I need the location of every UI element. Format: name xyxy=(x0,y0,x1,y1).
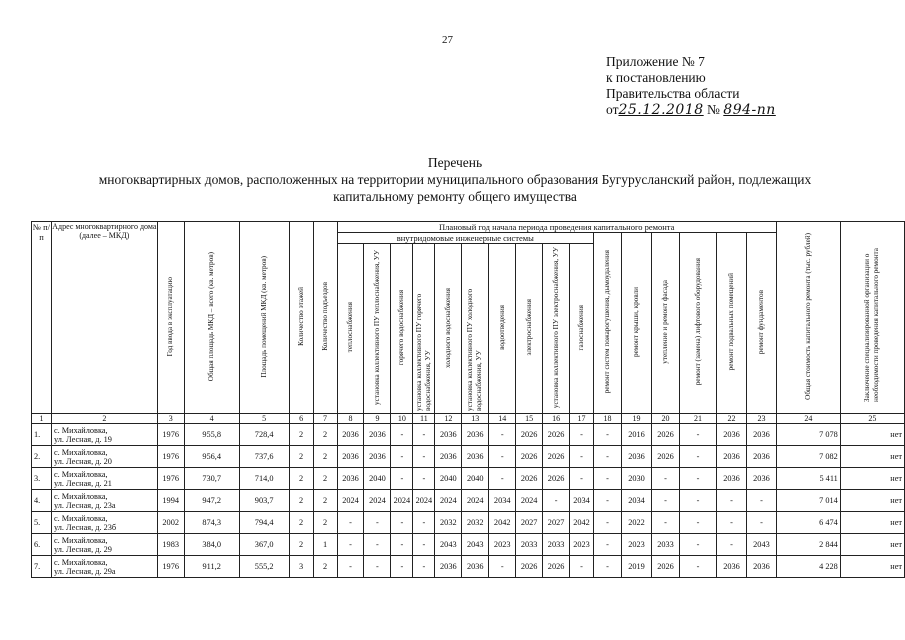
column-number: 11 xyxy=(413,414,435,424)
header-c20-text: утепление и ремонт фасада xyxy=(661,280,669,364)
table-cell: 1976 xyxy=(157,424,184,446)
table-cell: - xyxy=(680,446,717,468)
header-year-text: Год ввода в эксплуатацию xyxy=(166,276,175,357)
table-cell: - xyxy=(680,556,717,578)
table-cell: - xyxy=(570,468,594,490)
header-c21-text: ремонт (замена) лифтового оборудования xyxy=(693,258,702,386)
column-number: 10 xyxy=(391,414,413,424)
table-cell: 2040 xyxy=(435,468,462,490)
table-cell: 737,6 xyxy=(239,446,289,468)
table-cell: 2 xyxy=(313,468,337,490)
table-cell: 2 xyxy=(313,446,337,468)
address-line-1: с. Михайловка, xyxy=(53,447,108,457)
table-cell: 955,8 xyxy=(184,424,239,446)
appendix-number: 894-пп xyxy=(723,102,776,118)
header-area-rooms-text: Площадь помещений МКД (кв. метров) xyxy=(259,255,268,378)
table-cell: - xyxy=(364,534,391,556)
table-cell: нет xyxy=(840,490,904,512)
table-cell: 2036 xyxy=(717,446,747,468)
header-area-total-text: Общая площадь МКД – всего (кв. метров) xyxy=(207,251,216,382)
table-cell: - xyxy=(413,556,435,578)
row-number: 3. xyxy=(32,468,52,490)
table-cell: - xyxy=(543,490,570,512)
table-cell: 2036 xyxy=(717,424,747,446)
table-row xyxy=(32,468,905,490)
table-cell: - xyxy=(594,446,622,468)
table-cell: - xyxy=(594,556,622,578)
table-cell: 2034 xyxy=(622,490,652,512)
row-number: 2. xyxy=(32,446,52,468)
column-number: 14 xyxy=(489,414,516,424)
header-c10 xyxy=(391,244,413,414)
column-number: 16 xyxy=(543,414,570,424)
header-entrances-text: Количество подъездов xyxy=(320,282,329,351)
header-year xyxy=(157,222,184,414)
table-cell: 7 078 xyxy=(776,424,840,446)
header-c15-text: электроснабжения xyxy=(524,299,533,356)
row-address xyxy=(51,556,157,578)
table-cell: - xyxy=(652,512,680,534)
column-number: 17 xyxy=(570,414,594,424)
header-c11-text: установка коллективного ПУ горячего водоснабжения, УУ xyxy=(414,293,432,411)
column-number: 1 xyxy=(32,414,52,424)
table-cell: 555,2 xyxy=(239,556,289,578)
table-cell: - xyxy=(337,512,364,534)
address-line-2: ул. Лесная, д. 29а xyxy=(53,566,116,576)
header-c23 xyxy=(746,233,776,414)
header-conclusion xyxy=(840,222,904,414)
row-number: 4. xyxy=(32,490,52,512)
header-c12 xyxy=(435,244,462,414)
header-c12-text: холодного водоснабжения xyxy=(443,287,452,368)
row-address xyxy=(51,446,157,468)
header-c14-text: водоотведения xyxy=(497,305,506,350)
table-cell: 2036 xyxy=(364,424,391,446)
table-cell: - xyxy=(717,490,747,512)
table-cell: 2024 xyxy=(337,490,364,512)
header-c18-text: ремонт систем пожарогушения, дымоудаления xyxy=(603,250,612,394)
table-cell: - xyxy=(680,468,717,490)
table-cell: 2034 xyxy=(489,490,516,512)
table-cell: 2026 xyxy=(516,446,543,468)
appendix-line-1: Приложение № 7 xyxy=(606,54,705,69)
column-number: 9 xyxy=(364,414,391,424)
table-cell: 1976 xyxy=(157,556,184,578)
header-c16-text: установка коллективного ПУ электроснабжения, УУ xyxy=(551,246,560,409)
table-cell: - xyxy=(652,468,680,490)
column-number: 12 xyxy=(435,414,462,424)
table-cell: 2022 xyxy=(622,512,652,534)
table-cell: 2036 xyxy=(435,556,462,578)
header-c23-text: ремонт фундаментов xyxy=(756,289,765,355)
header-c21 xyxy=(680,233,717,414)
table-cell: - xyxy=(680,424,717,446)
header-c16 xyxy=(543,244,570,414)
table-cell: 2026 xyxy=(516,556,543,578)
header-total-cost-text: Общая стоимость капитального ремонта (тыс. рублей) xyxy=(803,233,812,400)
table-cell: 2033 xyxy=(652,534,680,556)
table-cell: 2 xyxy=(289,446,313,468)
row-address xyxy=(51,512,157,534)
table-cell: 2024 xyxy=(516,490,543,512)
table-cell: 2 xyxy=(289,512,313,534)
table-cell: 1983 xyxy=(157,534,184,556)
table-cell: - xyxy=(652,490,680,512)
table-cell: - xyxy=(746,512,776,534)
appendix-line-3: Правительства области xyxy=(606,86,740,101)
page-number: 27 xyxy=(442,34,453,46)
table-cell: нет xyxy=(840,556,904,578)
column-number: 2 xyxy=(51,414,157,424)
table-cell: 2002 xyxy=(157,512,184,534)
table-cell: - xyxy=(594,424,622,446)
table-cell: 2040 xyxy=(462,468,489,490)
table-cell: 2026 xyxy=(516,424,543,446)
table-cell: 2043 xyxy=(746,534,776,556)
houses-table xyxy=(31,221,905,578)
header-c17-text: газоснабжения xyxy=(577,304,586,351)
table-cell: нет xyxy=(840,468,904,490)
table-cell: - xyxy=(413,534,435,556)
appendix-line-4 xyxy=(606,102,776,118)
table-cell: 1976 xyxy=(157,446,184,468)
table-cell: - xyxy=(594,512,622,534)
address-line-2: ул. Лесная, д. 21 xyxy=(53,478,112,488)
header-c15 xyxy=(516,244,543,414)
table-cell: - xyxy=(717,512,747,534)
table-cell: 2030 xyxy=(622,468,652,490)
table-cell: - xyxy=(680,490,717,512)
header-c22 xyxy=(717,233,747,414)
row-number: 5. xyxy=(32,512,52,534)
table-cell: 2036 xyxy=(746,468,776,490)
table-cell: 947,2 xyxy=(184,490,239,512)
appendix-from: от xyxy=(606,102,619,117)
table-cell: - xyxy=(391,556,413,578)
table-cell: 2026 xyxy=(652,424,680,446)
table-cell: - xyxy=(680,534,717,556)
column-number: 4 xyxy=(184,414,239,424)
table-cell: 2043 xyxy=(435,534,462,556)
header-c9-text: установка коллективного ПУ теплоснабжения, УУ xyxy=(372,250,381,405)
row-number: 1. xyxy=(32,424,52,446)
table-cell: 2016 xyxy=(622,424,652,446)
column-number: 20 xyxy=(652,414,680,424)
header-c10-text: горячего водоснабжения xyxy=(397,289,406,366)
column-number: 25 xyxy=(840,414,904,424)
table-cell: 2036 xyxy=(364,446,391,468)
table-cell: - xyxy=(680,512,717,534)
table-cell: 2042 xyxy=(489,512,516,534)
table-cell: - xyxy=(413,446,435,468)
table-cell: - xyxy=(594,534,622,556)
header-entrances xyxy=(313,222,337,414)
table-row xyxy=(32,556,905,578)
appendix-num-sign: № xyxy=(707,102,720,117)
table-cell: - xyxy=(391,446,413,468)
table-cell: 2034 xyxy=(570,490,594,512)
table-cell: - xyxy=(489,468,516,490)
table-cell: - xyxy=(594,490,622,512)
address-line-2: ул. Лесная, д. 20 xyxy=(53,456,112,466)
header-c9 xyxy=(364,244,391,414)
table-cell: 2 844 xyxy=(776,534,840,556)
table-cell: 2024 xyxy=(435,490,462,512)
table-cell: 2 xyxy=(313,512,337,534)
table-cell: 2036 xyxy=(717,556,747,578)
table-cell: - xyxy=(391,534,413,556)
header-c19 xyxy=(622,233,652,414)
table-cell: 728,4 xyxy=(239,424,289,446)
header-c14 xyxy=(489,244,516,414)
address-line-2: ул. Лесная, д. 19 xyxy=(53,434,112,444)
table-cell: 2036 xyxy=(337,424,364,446)
appendix-date: 25.12.2018 xyxy=(618,102,704,118)
column-number: 13 xyxy=(462,414,489,424)
table-cell: - xyxy=(570,446,594,468)
column-number: 8 xyxy=(337,414,364,424)
appendix-line-2: к постановлению xyxy=(606,70,706,85)
table-cell: - xyxy=(364,556,391,578)
table-cell: 2036 xyxy=(746,556,776,578)
table-cell: 2 xyxy=(313,424,337,446)
header-c17 xyxy=(570,244,594,414)
table-cell: 2036 xyxy=(337,446,364,468)
table-cell: 2023 xyxy=(570,534,594,556)
column-number: 24 xyxy=(776,414,840,424)
title-line-2: многоквартирных домов, расположенных на территории муниципального образования Бугурусланский район, подлежащих xyxy=(98,172,812,187)
table-cell: 714,0 xyxy=(239,468,289,490)
address-line-2: ул. Лесная, д. 23а xyxy=(53,500,116,510)
table-cell: 2036 xyxy=(717,468,747,490)
table-cell: 956,4 xyxy=(184,446,239,468)
header-c20 xyxy=(652,233,680,414)
column-number: 3 xyxy=(157,414,184,424)
table-cell: 2 xyxy=(289,490,313,512)
table-cell: - xyxy=(489,424,516,446)
table-cell: 6 474 xyxy=(776,512,840,534)
header-num: № п/п xyxy=(32,222,52,414)
table-cell: 794,4 xyxy=(239,512,289,534)
table-cell: 2036 xyxy=(462,424,489,446)
table-row xyxy=(32,424,905,446)
table-cell: - xyxy=(746,490,776,512)
column-number: 7 xyxy=(313,414,337,424)
table-row xyxy=(32,512,905,534)
table-cell: - xyxy=(413,468,435,490)
address-line-1: с. Михайловка, xyxy=(53,557,108,567)
table-cell: 2036 xyxy=(337,468,364,490)
header-floors xyxy=(289,222,313,414)
title-line-1: Перечень xyxy=(427,155,483,170)
table-cell: 2032 xyxy=(462,512,489,534)
table-cell: 2026 xyxy=(543,556,570,578)
table-cell: 2036 xyxy=(622,446,652,468)
table-cell: 5 411 xyxy=(776,468,840,490)
table-cell: 2023 xyxy=(622,534,652,556)
table-cell: 2036 xyxy=(746,446,776,468)
table-cell: 2027 xyxy=(543,512,570,534)
table-cell: - xyxy=(594,468,622,490)
row-address xyxy=(51,534,157,556)
header-floors-text: Количество этажей xyxy=(296,287,305,346)
header-c13-text: установка коллективного ПУ холодного водоснабжения, УУ xyxy=(466,288,484,411)
table-cell: - xyxy=(391,468,413,490)
title-line-3: капитальному ремонту общего имущества xyxy=(333,189,577,204)
header-c8 xyxy=(337,244,364,414)
column-number: 15 xyxy=(516,414,543,424)
address-line-1: с. Михайловка, xyxy=(53,535,108,545)
table-cell: 2023 xyxy=(489,534,516,556)
header-engineering: внутридомовые инженерные системы xyxy=(337,233,593,244)
header-address: Адрес многоквартирного дома (далее – МКД) xyxy=(51,222,157,414)
header-c18 xyxy=(594,233,622,414)
column-number: 22 xyxy=(717,414,747,424)
address-line-1: с. Михайловка, xyxy=(53,425,108,435)
table-cell: 2026 xyxy=(543,468,570,490)
table-cell: 1976 xyxy=(157,468,184,490)
table-cell: 2026 xyxy=(516,468,543,490)
row-address xyxy=(51,468,157,490)
table-cell: - xyxy=(570,556,594,578)
row-address xyxy=(51,490,157,512)
table-cell: 367,0 xyxy=(239,534,289,556)
table-cell: 2036 xyxy=(462,446,489,468)
column-number: 23 xyxy=(746,414,776,424)
header-total-cost xyxy=(776,222,840,414)
address-line-2: ул. Лесная, д. 29 xyxy=(53,544,112,554)
table-cell: - xyxy=(364,512,391,534)
table-cell: - xyxy=(489,446,516,468)
table-row xyxy=(32,446,905,468)
column-numbers-row xyxy=(32,414,905,424)
table-cell: - xyxy=(489,556,516,578)
table-cell: - xyxy=(391,512,413,534)
table-cell: нет xyxy=(840,424,904,446)
table-cell: 2036 xyxy=(435,446,462,468)
header-c19-text: ремонт крыши, кровли xyxy=(632,286,640,357)
table-cell: 2026 xyxy=(543,424,570,446)
row-number: 7. xyxy=(32,556,52,578)
table-cell: - xyxy=(337,534,364,556)
table-cell: 2036 xyxy=(435,424,462,446)
address-line-1: с. Михайловка, xyxy=(53,469,108,479)
table-cell: нет xyxy=(840,512,904,534)
table-cell: 903,7 xyxy=(239,490,289,512)
table-cell: 2036 xyxy=(746,424,776,446)
table-cell: 2033 xyxy=(543,534,570,556)
table-row xyxy=(32,490,905,512)
table-cell: 2 xyxy=(313,556,337,578)
table-cell: 730,7 xyxy=(184,468,239,490)
table-cell: 2024 xyxy=(462,490,489,512)
appendix-block xyxy=(606,54,776,118)
address-line-2: ул. Лесная, д. 23б xyxy=(53,522,117,532)
table-body xyxy=(32,424,905,578)
column-number: 18 xyxy=(594,414,622,424)
document-title xyxy=(40,154,870,205)
header-area-total xyxy=(184,222,239,414)
table-cell: 7 014 xyxy=(776,490,840,512)
table-cell: 2 xyxy=(289,468,313,490)
header-planned-year: Плановый год начала периода проведения капитального ремонта xyxy=(337,222,776,233)
header-c8-text: теплоснабжения xyxy=(346,302,354,353)
table-cell: 2019 xyxy=(622,556,652,578)
table-cell: - xyxy=(413,424,435,446)
address-line-1: с. Михайловка, xyxy=(53,513,108,523)
table-cell: 2033 xyxy=(516,534,543,556)
table-cell: - xyxy=(570,424,594,446)
table-cell: 2043 xyxy=(462,534,489,556)
row-address xyxy=(51,424,157,446)
header-conclusion-text: Заключение специализированной организации о необходимости проведения капитального ремонта xyxy=(863,247,881,402)
header-c22-text: ремонт подвальных помещений xyxy=(726,273,735,371)
table-cell: 2036 xyxy=(462,556,489,578)
header-c11 xyxy=(413,244,435,414)
table-cell: 2027 xyxy=(516,512,543,534)
table-cell: 2 xyxy=(289,534,313,556)
table-cell: 2042 xyxy=(570,512,594,534)
table-cell: 7 082 xyxy=(776,446,840,468)
table-cell: 3 xyxy=(289,556,313,578)
table-cell: - xyxy=(391,424,413,446)
table-cell: 911,2 xyxy=(184,556,239,578)
table-cell: 2032 xyxy=(435,512,462,534)
table-cell: 2024 xyxy=(413,490,435,512)
table-cell: 2024 xyxy=(391,490,413,512)
table-cell: нет xyxy=(840,446,904,468)
table-row xyxy=(32,534,905,556)
table-cell: - xyxy=(717,534,747,556)
table-cell: 4 228 xyxy=(776,556,840,578)
table-cell: 874,3 xyxy=(184,512,239,534)
table-cell: 2040 xyxy=(364,468,391,490)
table-cell: нет xyxy=(840,534,904,556)
table-cell: 2026 xyxy=(652,446,680,468)
table-cell: - xyxy=(337,556,364,578)
column-number: 21 xyxy=(680,414,717,424)
header-c13 xyxy=(462,244,489,414)
table-cell: - xyxy=(413,512,435,534)
table-cell: 384,0 xyxy=(184,534,239,556)
table-cell: 2 xyxy=(313,490,337,512)
table-cell: 2 xyxy=(289,424,313,446)
column-number: 5 xyxy=(239,414,289,424)
table-cell: 2026 xyxy=(543,446,570,468)
row-number: 6. xyxy=(32,534,52,556)
header-area-rooms xyxy=(239,222,289,414)
column-number: 19 xyxy=(622,414,652,424)
table-cell: 1994 xyxy=(157,490,184,512)
table-cell: 1 xyxy=(313,534,337,556)
address-line-1: с. Михайловка, xyxy=(53,491,108,501)
column-number: 6 xyxy=(289,414,313,424)
table-cell: 2024 xyxy=(364,490,391,512)
table-cell: 2026 xyxy=(652,556,680,578)
